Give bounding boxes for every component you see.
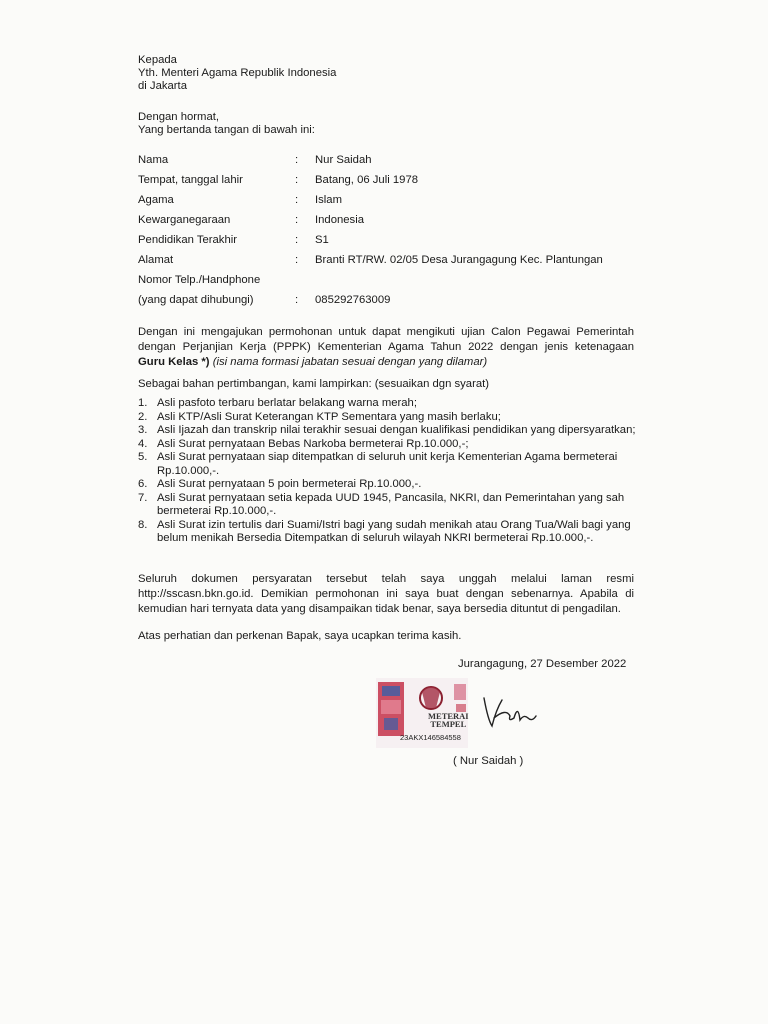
- list-text: Asli Surat pernyataan Bebas Narkoba bermeterai Rp.10.000,-;: [157, 437, 469, 450]
- list-item: [138, 397, 658, 411]
- list-number: 5.: [138, 451, 148, 463]
- list-text: Asli Surat pernyataan 5 poin bermeterai Rp.10.000,-.: [157, 478, 422, 490]
- field-colon: :: [295, 194, 299, 206]
- list-text: bermeterai Rp.10.000,-.: [157, 505, 277, 517]
- request-line: dengan Perjanjian Kerja (PPPK) Kementerian Agama Tahun 2022 dengan jenis ketenagaan: [138, 341, 634, 353]
- field-colon: :: [295, 294, 299, 306]
- field-colon: :: [295, 254, 299, 266]
- list-number: 7.: [138, 491, 148, 504]
- field-value: S1: [315, 234, 329, 246]
- declaration-line: kemudian hari ternyata data yang disampaikan tidak benar, saya bersedia dituntut di pengadilan.: [138, 603, 621, 615]
- list-item: [138, 451, 658, 478]
- field-label: Nama: [138, 154, 169, 166]
- list-text: Asli KTP/Asli Surat Keterangan KTP Sementara yang masih berlaku;: [157, 410, 501, 423]
- meterai-label-2: TEMPEL: [430, 719, 467, 729]
- declaration-line: http://sscasn.bkn.go.id. Demikian permohonan ini saya buat dengan sebenarnya. Apabila di: [138, 588, 634, 600]
- list-text: Asli Surat izin tertulis dari Suami/Istri bagi yang sudah menikah atau Orang Tua/Wali bagi yang: [157, 518, 631, 531]
- list-number: 8.: [138, 518, 148, 531]
- field-colon: :: [295, 214, 299, 226]
- position-note: (isi nama formasi jabatan sesuai dengan yang dilamar): [212, 356, 488, 368]
- declaration-line: Seluruh dokumen persyaratan tersebut telah saya unggah melalui laman resmi: [138, 573, 634, 585]
- field-label: Nomor Telp./Handphone: [138, 274, 261, 286]
- intro-text: Yang bertanda tangan di bawah ini:: [138, 124, 315, 136]
- meterai-label-1: METERAI: [428, 711, 469, 721]
- list-item: [138, 438, 658, 452]
- declaration-paragraph: [138, 572, 634, 617]
- signature-area: [376, 672, 536, 752]
- list-item: [138, 492, 658, 519]
- request-paragraph: [138, 325, 634, 370]
- list-number: 6.: [138, 478, 148, 490]
- to-label: Kepada: [138, 54, 177, 66]
- closing-text: Atas perhatian dan perkenan Bapak, saya ucapkan terima kasih.: [138, 630, 462, 642]
- meterai-label: [428, 712, 469, 728]
- list-text: Rp.10.000,-.: [157, 464, 220, 477]
- field-value: Nur Saidah: [315, 154, 372, 166]
- list-item: [138, 478, 658, 492]
- list-number: 1.: [138, 397, 148, 409]
- position-name: Guru Kelas *): [138, 356, 210, 368]
- list-text: Asli Surat pernyataan siap ditempatkan di seluruh unit kerja Kementerian Agama bermeterai: [157, 451, 618, 463]
- greeting-block: [138, 111, 315, 137]
- field-value: Islam: [315, 194, 342, 206]
- field-colon: :: [295, 234, 299, 246]
- list-text: Asli Ijazah dan transkrip nilai terakhir sesuai dengan kualifikasi pendidikan yang dipersyaratkan;: [157, 424, 636, 436]
- place-date: Jurangagung, 27 Desember 2022: [458, 658, 627, 670]
- field-value: Batang, 06 Juli 1978: [315, 174, 419, 186]
- field-colon: :: [295, 174, 299, 186]
- field-label: Tempat, tanggal lahir: [138, 174, 243, 186]
- attachments-list: [138, 397, 658, 546]
- list-text: Asli pasfoto terbaru berlatar belakang warna merah;: [157, 397, 417, 409]
- attachments-intro: [138, 378, 489, 391]
- closing-block: [138, 630, 461, 643]
- field-label: Pendidikan Terakhir: [138, 234, 238, 246]
- signer-name: ( Nur Saidah ): [453, 755, 524, 767]
- salutation: Dengan hormat,: [138, 111, 220, 123]
- request-position: [138, 355, 634, 370]
- field-label: Agama: [138, 194, 174, 206]
- list-text: belum menikah Bersedia Ditempatkan di seluruh wilayah NKRI bermeterai Rp.10.000,-.: [157, 532, 594, 544]
- recipient-city: di Jakarta: [138, 80, 187, 92]
- list-text: Asli Surat pernyataan setia kepada UUD 1945, Pancasila, NKRI, dan Pemerintahan yang sah: [157, 491, 625, 504]
- list-number: 3.: [138, 424, 148, 436]
- list-number: 4.: [138, 437, 148, 450]
- field-value: Indonesia: [315, 214, 364, 226]
- recipient: Yth. Menteri Agama Republik Indonesia: [138, 67, 337, 79]
- list-item: [138, 424, 658, 438]
- list-item: [138, 519, 658, 546]
- meterai-serial: 23AKX146584558: [400, 733, 461, 742]
- field-colon: :: [295, 154, 299, 166]
- field-label: (yang dapat dihubungi): [138, 294, 254, 306]
- handwritten-signature-icon: [480, 690, 540, 734]
- list-item: [138, 411, 658, 425]
- field-value: 085292763009: [315, 294, 391, 306]
- field-value: Branti RT/RW. 02/05 Desa Jurangagung Kec. Plantungan: [315, 254, 603, 266]
- field-label: Kewarganegaraan: [138, 214, 231, 226]
- addressee-block: [138, 54, 336, 93]
- attachments-intro-text: Sebagai bahan pertimbangan, kami lampirkan: (sesuaikan dgn syarat): [138, 378, 490, 390]
- request-line: Dengan ini mengajukan permohonan untuk dapat mengikuti ujian Calon Pegawai Pemerintah: [138, 326, 634, 338]
- field-label: Alamat: [138, 254, 174, 266]
- list-number: 2.: [138, 410, 148, 423]
